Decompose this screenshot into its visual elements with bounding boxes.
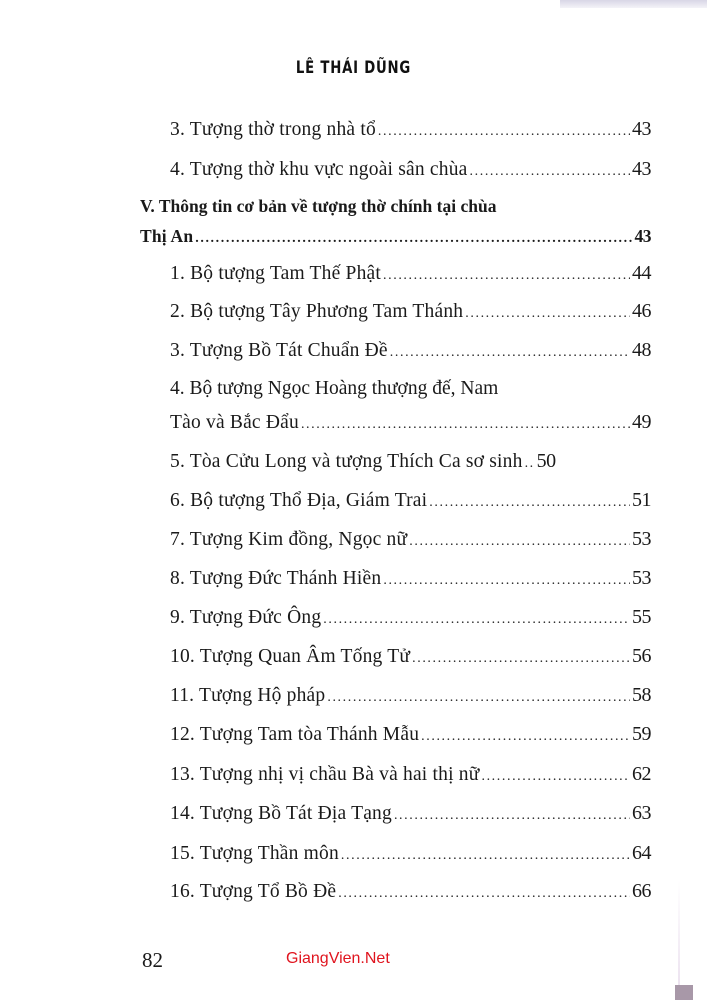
- toc-entry-page: 49: [632, 411, 651, 433]
- section-heading-entry[interactable]: [140, 226, 651, 247]
- toc-entry-page: 56: [632, 645, 651, 667]
- dot-leader: [421, 729, 630, 745]
- toc-entry[interactable]: [170, 842, 651, 865]
- section-heading-line1[interactable]: V. Thông tin cơ bản về tượng thờ chính tại chùa: [140, 196, 497, 216]
- toc-entry[interactable]: [170, 880, 651, 903]
- toc-entry-page: 50: [536, 450, 556, 472]
- toc-entry-label: 1. Bộ tượng Tam Thế Phật: [170, 263, 382, 284]
- toc-entry-page: 43: [632, 158, 651, 180]
- dot-leader: [301, 417, 630, 433]
- dot-leader: [323, 612, 630, 628]
- section-heading-label: Thị An: [140, 226, 194, 246]
- toc-entry-page: 48: [632, 339, 651, 361]
- dot-leader: [195, 231, 632, 247]
- page-number: 82: [142, 948, 163, 972]
- section-heading-page: 43: [634, 226, 651, 246]
- toc-entry-label: 7. Tượng Kim đồng, Ngọc nữ: [170, 529, 408, 550]
- toc-entry-page: 58: [632, 684, 651, 706]
- toc-entry-label: 5. Tòa Cửu Long và tượng Thích Ca sơ sinh: [170, 451, 523, 472]
- toc-entry-label: 14. Tượng Bồ Tát Địa Tạng: [170, 803, 392, 824]
- toc-entry[interactable]: [170, 489, 651, 512]
- toc-entry-label: 9. Tượng Đức Ông: [170, 607, 322, 628]
- toc-entry-label: 3. Tượng thờ trong nhà tổ: [170, 119, 376, 140]
- dot-leader: [409, 534, 630, 550]
- dot-leader: [378, 124, 630, 140]
- toc-entry-label: 6. Bộ tượng Thổ Địa, Giám Trai: [170, 490, 428, 511]
- toc-entry[interactable]: [170, 645, 651, 668]
- toc-entry[interactable]: [170, 411, 651, 434]
- dot-leader: [390, 345, 630, 361]
- dot-leader: [394, 808, 630, 824]
- toc-entry-page: 66: [632, 880, 651, 902]
- dot-leader: [525, 456, 535, 472]
- toc-entry-label: 16. Tượng Tổ Bồ Đề: [170, 881, 337, 902]
- dot-leader: [327, 690, 630, 706]
- toc-entry[interactable]: [170, 450, 651, 473]
- dot-leader: [383, 268, 630, 284]
- toc-entry-page: 64: [632, 842, 651, 864]
- dot-leader: [338, 886, 630, 902]
- toc-entry[interactable]: [170, 158, 651, 181]
- toc-entry-line1[interactable]: 4. Bộ tượng Ngọc Hoàng thượng đế, Nam: [170, 378, 499, 399]
- toc-entry-page: 46: [632, 300, 651, 322]
- watermark: GiangVien.Net: [286, 950, 390, 967]
- toc-entry-label: 4. Tượng thờ khu vực ngoài sân chùa: [170, 159, 468, 180]
- toc-entry-label: Tào và Bắc Đẩu: [170, 412, 299, 433]
- dot-leader: [481, 769, 630, 785]
- toc-entry[interactable]: [170, 528, 651, 551]
- toc-entry[interactable]: [170, 684, 651, 707]
- toc-entry[interactable]: [170, 262, 651, 285]
- scan-edge-shadow: [560, 0, 707, 8]
- scan-corner-mark: [675, 985, 693, 1000]
- toc-entry[interactable]: [170, 723, 651, 746]
- toc-entry-label: 12. Tượng Tam tòa Thánh Mẫu: [170, 724, 420, 745]
- toc-entry-label: 11. Tượng Hộ pháp: [170, 685, 326, 706]
- toc-entry-page: 59: [632, 723, 651, 745]
- toc-entry-page: 62: [632, 763, 651, 785]
- running-head: LÊ THÁI DŨNG: [295, 58, 412, 78]
- dot-leader: [383, 573, 630, 589]
- toc-entry-label: 8. Tượng Đức Thánh Hiền: [170, 568, 382, 589]
- toc-entry-page: 53: [632, 528, 651, 550]
- dot-leader: [341, 848, 630, 864]
- dot-leader: [429, 495, 630, 511]
- toc-entry-page: 43: [632, 118, 651, 140]
- toc-entry-page: 44: [632, 262, 651, 284]
- toc-entry[interactable]: [170, 118, 651, 141]
- toc-entry-page: 55: [632, 606, 651, 628]
- toc-entry-label: 2. Bộ tượng Tây Phương Tam Thánh: [170, 301, 464, 322]
- toc-entry-label: 3. Tượng Bồ Tát Chuẩn Đề: [170, 340, 388, 361]
- toc-entry-label: 10. Tượng Quan Âm Tống Tử: [170, 646, 411, 667]
- toc-entry[interactable]: [170, 339, 651, 362]
- toc-entry-page: 51: [632, 489, 651, 511]
- toc-entry[interactable]: [170, 606, 651, 629]
- toc-entry-page: 63: [632, 802, 651, 824]
- toc-entry-page: 53: [632, 567, 651, 589]
- scan-edge-right: [678, 880, 680, 1000]
- dot-leader: [470, 164, 630, 180]
- dot-leader: [465, 306, 630, 322]
- dot-leader: [412, 651, 630, 667]
- toc-entry[interactable]: [170, 763, 651, 786]
- toc-entry[interactable]: [170, 802, 651, 825]
- toc-entry[interactable]: [170, 567, 651, 590]
- toc-entry-label: 15. Tượng Thần môn: [170, 843, 339, 864]
- toc-entry[interactable]: [170, 300, 651, 323]
- toc-entry-label: 13. Tượng nhị vị chầu Bà và hai thị nữ: [170, 764, 480, 785]
